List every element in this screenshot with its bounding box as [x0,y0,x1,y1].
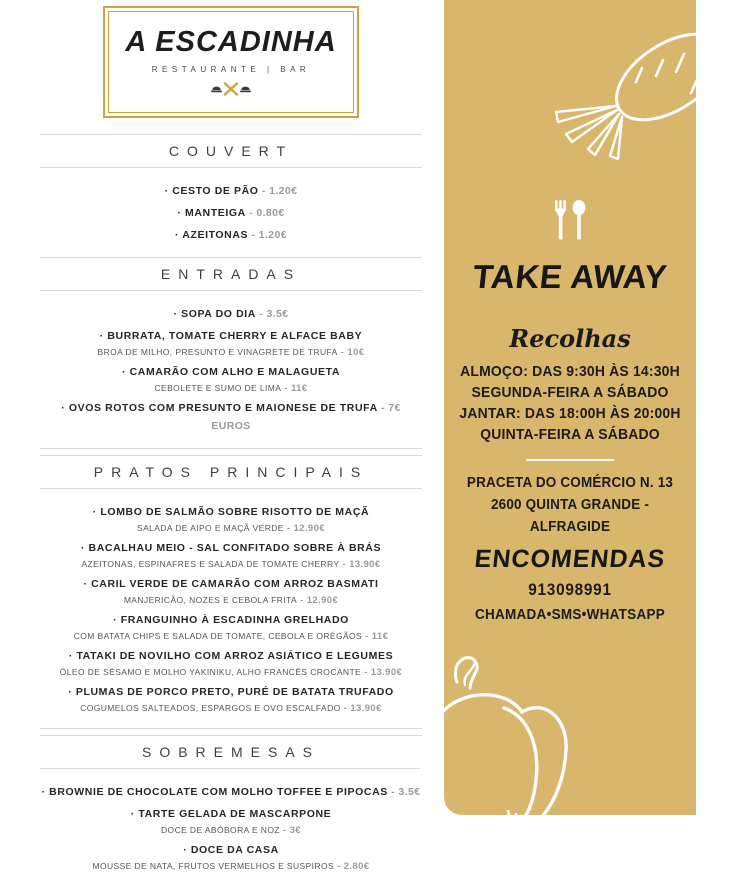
pickup-heading: Recolhas [509,324,631,353]
menu-item-price: - 13.90€ [340,703,382,714]
fork-spoon-icon [547,198,593,244]
menu-item-name: · DOCE DA CASA [183,844,279,856]
menu-item-price: - 11€ [281,383,308,394]
menu-item-name: · TATAKI DE NOVILHO COM ARROZ ASIÁTICO E LEGUMES [69,650,393,662]
phone-number: 913098991 [528,581,612,600]
restaurant-logo-inner [108,11,354,113]
menu-item-price: - 3.5€ [387,786,421,798]
menu-item-name: · BACALHAU MEIO - SAL CONFITADO SOBRE À BRÁS [81,542,381,554]
menu-item [40,304,422,322]
menu-item-price: - 7€ EUROS [211,402,401,432]
menu-item [40,804,422,822]
menu-section-title: ENTRADAS [160,266,302,282]
menu-item-description-text: DOCE DE ABÓBORA E NOZ [161,825,280,835]
menu-item [40,225,422,243]
menu-item-description [40,347,422,358]
menu-section-header [40,134,422,168]
menu-item-description [40,861,422,872]
section-divider-line [40,448,422,449]
menu-item-description [40,667,422,678]
menu-item [40,538,422,556]
menu-item-description [40,703,422,714]
menu-items [40,291,422,448]
restaurant-logo [103,6,359,118]
menu-item-name: · FRANGUINHO À ESCADINHA GRELHADO [113,614,349,626]
menu-item-price: - 1.20€ [248,229,287,241]
menu-item-price: - 10€ [337,347,365,358]
menu-item-description [40,595,422,606]
menu-item-description [40,559,422,570]
menu-item-name: · MANTEIGA [177,207,245,219]
schedule-line: ALMOÇO: DAS 9:30H ÀS 14:30H [460,363,680,380]
address-line: PRACETA DO COMÉRCIO N. 13 [466,475,674,491]
contact-methods: CHAMADA•SMS•WHATSAPP [474,607,666,624]
menu-item-name: · OVOS ROTOS COM PRESUNTO E MAIONESE DE TRUFA [61,402,378,414]
menu-item-price: - 3.5€ [255,308,289,320]
menu-item-description [40,825,422,836]
menu-item-description-text: COM BATATA CHIPS E SALADA DE TOMATE, CEBOLA E ORÉGÃOS [73,631,363,641]
menu-item [40,181,422,199]
menu-item-name: · BURRATA, TOMATE CHERRY E ALFACE BABY [100,330,363,342]
address [453,473,687,538]
carrot-icon [542,22,732,172]
menu-item [40,326,422,344]
menu-items [40,168,422,257]
menu-item-description-text: MOUSSE DE NATA, FRUTOS VERMELHOS E SUSPIROS [92,861,335,871]
menu-item-price: - 3€ [279,825,301,836]
menu-item-name: · CAMARÃO COM ALHO E MALAGUETA [122,366,340,378]
menu-section-header [40,257,422,291]
section-divider-line [40,728,422,729]
menu-sections [40,134,422,886]
address-line: 2600 QUINTA GRANDE - ALFRAGIDE [490,496,650,535]
schedule-line: JANTAR: DAS 18:00H ÀS 20:00H [459,405,681,422]
menu-item-name: · BROWNIE DE CHOCOLATE COM MOLHO TOFFEE E PIPOCAS [42,786,388,798]
menu-item [40,610,422,628]
bell-pepper-icon [416,648,581,823]
menu-item [40,203,422,221]
menu-item-price: - 12.90€ [297,595,339,606]
menu-item-description [40,383,422,394]
menu-item-price: - 13.90€ [339,559,381,570]
menu-item-price: - 11€ [362,631,389,642]
menu-item-name: · CESTO DE PÃO [165,185,259,197]
menu-item-price: - 12.90€ [283,523,325,534]
menu-column [40,0,422,886]
crossed-utensils-icon [208,81,254,97]
menu-item-name: · AZEITONAS [175,229,248,241]
restaurant-name: A ESCADINHA [125,26,337,58]
schedule-line: SEGUNDA-FEIRA A SÁBADO [471,384,669,401]
menu-item-description [40,523,422,534]
menu-item-price: - 1.20€ [258,185,298,197]
menu-item [40,646,422,664]
menu-items [40,769,422,886]
menu-item-name: · PLUMAS DE PORCO PRETO, PURÉ DE BATATA TRUFADO [68,686,394,698]
menu-item-description-text: AZEITONAS, ESPINAFRES E SALADA DE TOMATE CHERRY [81,559,340,569]
menu-section-header [40,735,422,769]
menu-item [40,682,422,700]
menu-item-description [40,631,422,642]
menu-item [40,840,422,858]
menu-item [40,362,422,380]
menu-item-name: · SOPA DO DIA [173,308,255,320]
menu-item-description-text: COGUMELOS SALTEADOS, ESPARGOS E OVO ESCALFADO [80,703,341,713]
menu-item-description-text: SALADA DE AIPO E MAÇÃ VERDE [137,523,284,533]
menu-item [40,502,422,520]
menu-item-name: · LOMBO DE SALMÃO SOBRE RISOTTO DE MAÇÃ [93,506,369,518]
takeaway-title: TAKE AWAY [471,258,669,295]
menu-section-title: COUVERT [168,143,294,159]
menu-section-title: PRATOS PRINCIPAIS [93,464,369,480]
takeaway-panel [444,0,696,815]
menu-item-price: - 2.80€ [334,861,370,872]
menu-item-name: · CARIL VERDE DE CAMARÃO COM ARROZ BASMATI [83,578,378,590]
menu-item-price: - 0.80€ [245,207,285,219]
menu-item-price: - 13.90€ [361,667,403,678]
menu-section-title: SOBREMESAS [141,744,321,760]
menu-section-header [40,455,422,489]
menu-item [40,782,422,800]
pickup-schedule [453,361,687,445]
menu-item-description-text: MANJERICÃO, NOZES E CEBOLA FRITA [123,595,298,605]
menu-item-description-text: BROA DE MILHO, PRESUNTO E VINAGRETE DE TRUFA [97,347,338,357]
schedule-address-divider [526,459,614,461]
menu-item [40,398,422,434]
orders-heading: ENCOMENDAS [473,545,667,574]
restaurant-tagline: RESTAURANTE | BAR [151,65,311,74]
menu-items [40,489,422,728]
menu-item [40,574,422,592]
schedule-line: QUINTA-FEIRA A SÁBADO [480,426,660,443]
menu-item-name: · TARTE GELADA DE MASCARPONE [131,808,332,820]
menu-item-description-text: ÓLEO DE SÉSAMO E MOLHO YAKINIKU, ALHO FRANCÊS CROCANTE [59,667,362,677]
menu-item-description-text: CEBOLETE E SUMO DE LIMA [154,383,282,393]
